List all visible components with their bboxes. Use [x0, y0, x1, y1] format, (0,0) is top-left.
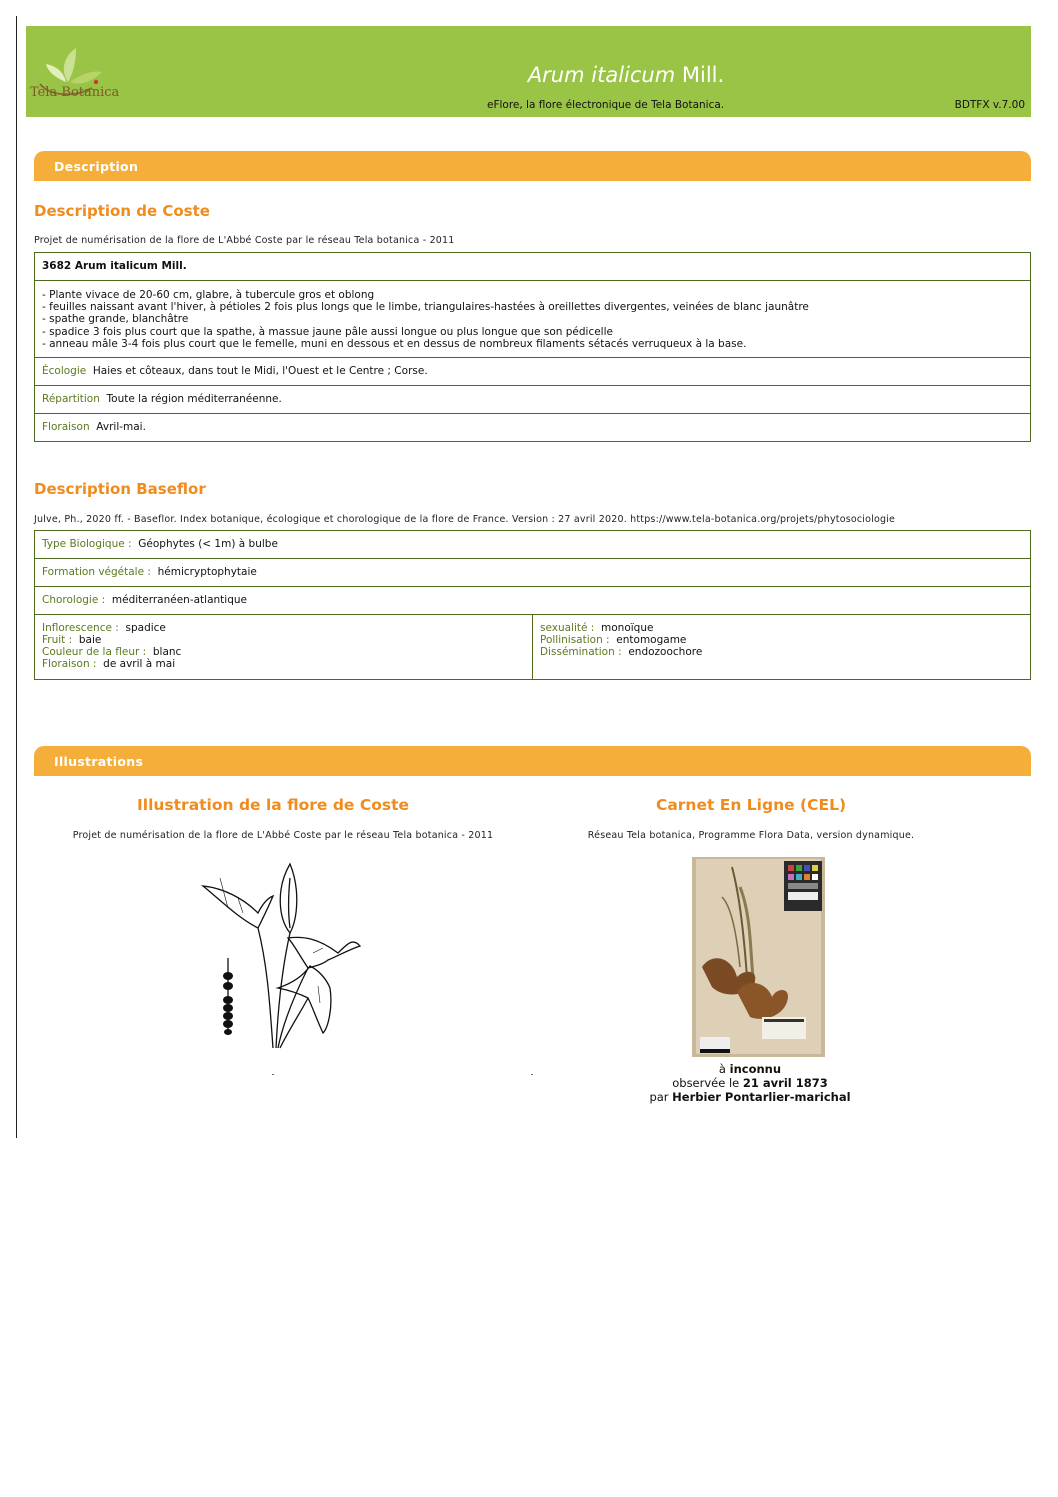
- obs-location: inconnu: [729, 1062, 782, 1076]
- chorologie-cell: [35, 587, 1031, 615]
- traits-right-cell: [533, 615, 1031, 680]
- baseflor-source: Julve, Ph., 2020 ff. - Baseflor. Index botanique, écologique et chorologique de la flore de France. Version : 27 avril 2020. https://www.tela-botanica.org/projets/phytosociologie: [34, 514, 896, 525]
- observation-author: [560, 1090, 940, 1104]
- coste-source: Projet de numérisation de la flore de L'Abbé Coste par le réseau Tela botanica - 2011: [34, 235, 455, 246]
- ecologie-cell: [35, 358, 1031, 386]
- repartition-label: Répartition: [42, 393, 100, 405]
- trait-label: Pollinisation :: [540, 634, 610, 646]
- trait-row: [42, 634, 525, 646]
- section-label: Illustrations: [54, 754, 144, 769]
- header-subtitle: eFlore, la flore électronique de Tela Botanica.: [487, 99, 725, 111]
- trait-row: [42, 646, 525, 658]
- trait-label: Floraison :: [42, 658, 97, 670]
- floraison-cell: [35, 414, 1031, 442]
- separator-dot: [272, 1074, 274, 1075]
- section-bar-description: [34, 151, 1031, 181]
- baseflor-heading: Description Baseflor: [34, 480, 206, 498]
- coste-illustration-heading: Illustration de la flore de Coste: [136, 796, 409, 814]
- coste-name-cell: [35, 253, 1031, 281]
- trait-row: [540, 646, 1023, 658]
- ecologie-value: Haies et côteaux, dans tout le Midi, l'Ouest et le Centre ; Corse.: [92, 365, 428, 377]
- trait-label: Dissémination :: [540, 646, 622, 658]
- formation-cell: [35, 559, 1031, 587]
- trait-value: endozoochore: [628, 646, 703, 658]
- trait-value: baie: [78, 634, 102, 646]
- obs-author[interactable]: Herbier Pontarlier-marichal: [672, 1090, 851, 1104]
- trait-label: Couleur de la fleur :: [42, 646, 147, 658]
- coste-line: - feuilles naissant avant l'hiver, à pétioles 2 fois plus longs que le limbe, triangulaires-hastées à oreillettes divergentes, veinées de blanc jaunâtre: [42, 301, 809, 314]
- coste-line: - spadice 3 fois plus court que la spathe, à massue jaune pâle aussi longue ou plus longue que son pédicelle: [42, 325, 613, 338]
- section-bar-illustrations: [34, 746, 1031, 776]
- header-version: BDTFX v.7.00: [954, 99, 1025, 111]
- type-label: Type Biologique :: [42, 538, 132, 550]
- formation-label: Formation végétale :: [42, 566, 151, 578]
- trait-label: Inflorescence :: [42, 622, 119, 634]
- coste-line: - anneau mâle 3-4 fois plus court que le femelle, muni en dessous et en dessus de nombreux filaments sétacés verruqueux à la base.: [42, 337, 747, 350]
- type-cell: [35, 531, 1031, 559]
- obs-by-prefix: par: [649, 1090, 669, 1104]
- title-taxon: Arum italicum: [527, 63, 676, 87]
- traits-left-cell: [35, 615, 533, 680]
- obs-date-prefix: observée le: [672, 1076, 740, 1090]
- trait-label: Fruit :: [42, 634, 73, 646]
- trait-row: [42, 622, 525, 634]
- coste-line: - spathe grande, blanchâtre: [42, 313, 189, 326]
- separator-dot: [531, 1074, 533, 1075]
- coste-text-cell: [35, 281, 1031, 358]
- observation-location: [560, 1062, 940, 1076]
- floraison-value: Avril-mai.: [96, 421, 146, 433]
- title-author: Mill.: [681, 63, 725, 87]
- trait-value: monoïque: [601, 622, 654, 634]
- page-header: [26, 26, 1031, 117]
- trait-label: sexualité :: [540, 622, 595, 634]
- chorologie-label: Chorologie :: [42, 594, 106, 606]
- floraison-label: Floraison: [42, 421, 90, 433]
- trait-value: blanc: [152, 646, 182, 658]
- taxon-name: 3682 Arum italicum Mill.: [42, 260, 187, 272]
- trait-row: [540, 622, 1023, 634]
- trait-value: spadice: [125, 622, 166, 634]
- repartition-cell: [35, 386, 1031, 414]
- herbarium-specimen-photo[interactable]: [692, 857, 825, 1057]
- page-title: [26, 63, 1058, 87]
- type-value: Géophytes (< 1m) à bulbe: [138, 538, 278, 550]
- repartition-value: Toute la région méditerranéenne.: [106, 393, 282, 405]
- formation-value: hémicryptophytaie: [157, 566, 257, 578]
- trait-value: de avril à mai: [103, 658, 176, 670]
- obs-loc-prefix: à: [718, 1062, 726, 1076]
- ecologie-label: Écologie: [42, 365, 87, 377]
- coste-table: [34, 252, 1031, 442]
- trait-value: entomogame: [616, 634, 687, 646]
- coste-heading: Description de Coste: [34, 202, 210, 220]
- coste-illustration-source: Projet de numérisation de la flore de L'Abbé Coste par le réseau Tela botanica - 2011: [72, 830, 494, 841]
- chorologie-value: méditerranéen-atlantique: [111, 594, 247, 606]
- trait-row: [42, 658, 525, 670]
- coste-line: - Plante vivace de 20-60 cm, glabre, à tubercule gros et oblong: [42, 289, 375, 301]
- coste-plant-drawing[interactable]: [198, 858, 364, 1054]
- obs-date: 21 avril 1873: [742, 1076, 828, 1090]
- cel-heading: Carnet En Ligne (CEL): [655, 796, 847, 814]
- left-margin-line: [16, 16, 17, 1138]
- cel-source: Réseau Tela botanica, Programme Flora Data, version dynamique.: [587, 830, 915, 841]
- observation-date: [560, 1076, 940, 1090]
- section-label: Description: [54, 159, 139, 174]
- trait-row: [540, 634, 1023, 646]
- baseflor-table: [34, 530, 1031, 680]
- logo-text: Tela Botanica: [30, 85, 120, 100]
